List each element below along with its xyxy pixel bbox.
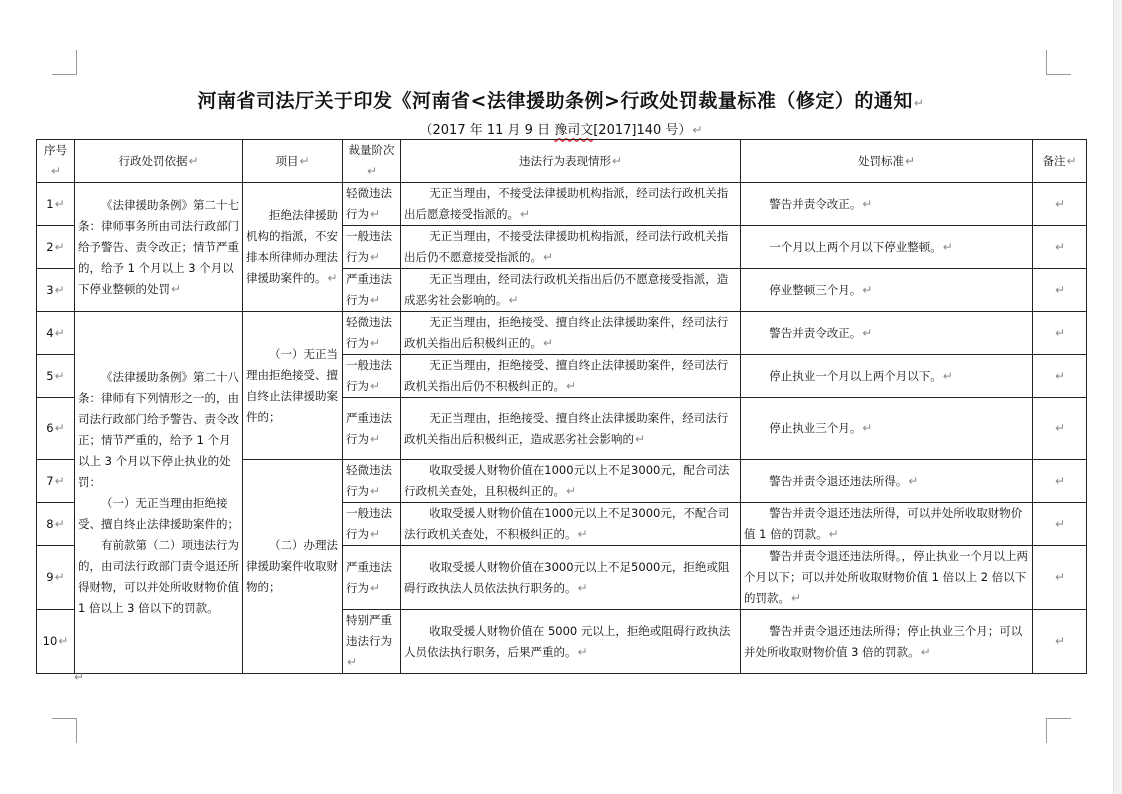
crop-mark-top-right <box>1046 50 1071 75</box>
std-cell: 停止执业一个月以上两个月以下。↵ <box>741 355 1033 398</box>
header-std: 处罚标准↵ <box>741 140 1033 183</box>
crop-mark-bottom-right <box>1046 718 1071 743</box>
note-cell: ↵ <box>1033 183 1087 226</box>
note-cell: ↵ <box>1033 460 1087 503</box>
header-item: 项目↵ <box>243 140 343 183</box>
std-cell: 警告并责令退还违法所得。↵ <box>741 460 1033 503</box>
desc-cell: 无正当理由，不接受法律援助机构指派，经司法行政机关指出后仍不愿意接受指派的。↵ <box>401 226 741 269</box>
desc-cell: 收取受援人财物价值在1000元以上不足3000元，配合司法行政机关查处，且积极纠正的。↵ <box>401 460 741 503</box>
header-basis: 行政处罚依据↵ <box>75 140 243 183</box>
row-index: 7↵ <box>37 460 75 503</box>
desc-cell: 无正当理由，拒绝接受、擅自终止法律援助案件，经司法行政机关指出后仍不积极纠正的。↵ <box>401 355 741 398</box>
level-cell: 轻微违法行为↵ <box>343 312 401 355</box>
subtitle-doc-suffix: [2017]140 号） <box>593 123 692 138</box>
desc-cell: 收取受援人财物价值在1000元以上不足3000元，不配合司法行政机关查处，不积极纠正的。↵ <box>401 503 741 546</box>
row-index: 9↵ <box>37 546 75 610</box>
row-index: 3↵ <box>37 269 75 312</box>
level-cell: 严重违法行为↵ <box>343 546 401 610</box>
level-cell: 一般违法行为↵ <box>343 226 401 269</box>
row-index: 2↵ <box>37 226 75 269</box>
level-cell: 一般违法行为↵ <box>343 355 401 398</box>
header-index: 序号↵ <box>37 140 75 183</box>
std-cell: 一个月以上两个月以下停业整顿。↵ <box>741 226 1033 269</box>
level-cell: 轻微违法行为↵ <box>343 460 401 503</box>
item-cell: 拒绝法律援助机构的指派，不安排本所律师办理法律援助案件的。↵ <box>243 183 343 312</box>
std-cell: 警告并责令退还违法所得。，停止执业一个月以上两个月以下；可以并处所收取财物价值 1 倍以上 2 倍以下的罚款。↵ <box>741 546 1033 610</box>
note-cell: ↵ <box>1033 503 1087 546</box>
paragraph-mark: ↵ <box>692 123 703 137</box>
item-cell: （一）无正当理由拒绝接受、擅自终止法律援助案件的； <box>243 312 343 460</box>
basis-paragraph: （一）无正当理由拒绝接受、擅自终止法律援助案件的； <box>78 495 239 531</box>
level-cell: 严重违法行为↵ <box>343 269 401 312</box>
crop-mark-top-left <box>52 50 77 75</box>
header-desc: 违法行为表现情形↵ <box>401 140 741 183</box>
header-note: 备注↵ <box>1033 140 1087 183</box>
note-cell: ↵ <box>1033 610 1087 674</box>
note-cell: ↵ <box>1033 355 1087 398</box>
note-cell: ↵ <box>1033 546 1087 610</box>
note-cell: ↵ <box>1033 312 1087 355</box>
desc-cell: 收取受援人财物价值在 5000 元以上，拒绝或阻碍行政执法人员依法执行职务，后果严重的。↵ <box>401 610 741 674</box>
std-cell: 警告并责令退还违法所得；停止执业三个月；可以并处所收取财物价值 3 倍的罚款。↵ <box>741 610 1033 674</box>
table-row <box>37 312 1087 355</box>
note-cell: ↵ <box>1033 398 1087 460</box>
level-cell: 轻微违法行为↵ <box>343 183 401 226</box>
row-index: 1↵ <box>37 183 75 226</box>
subtitle-date: （2017 年 11 月 9 日 <box>419 123 555 138</box>
table-header-row <box>37 140 1087 183</box>
std-cell: 警告并责令退还违法所得，可以并处所收取财物价值 1 倍的罚款。↵ <box>741 503 1033 546</box>
header-level: 裁量阶次↵ <box>343 140 401 183</box>
note-cell: ↵ <box>1033 269 1087 312</box>
row-index: 8↵ <box>37 503 75 546</box>
item-cell: （二）办理法律援助案件收取财物的； <box>243 460 343 674</box>
basis-cell <box>75 312 243 674</box>
end-paragraph-mark: ↵ <box>74 670 85 684</box>
table-row <box>37 183 1087 226</box>
level-cell: 严重违法行为↵ <box>343 398 401 460</box>
level-cell: 特别严重违法行为↵ <box>343 610 401 674</box>
desc-cell: 无正当理由，经司法行政机关指出后仍不愿意接受指派，造成恶劣社会影响的。↵ <box>401 269 741 312</box>
desc-cell: 无正当理由，拒绝接受、擅自终止法律援助案件，经司法行政机关指出后积极纠正的。↵ <box>401 312 741 355</box>
document-title: 河南省司法厅关于印发《河南省<法律援助条例>行政处罚裁量标准（修定）的通知↵ <box>197 90 925 112</box>
std-cell: 停止执业三个月。↵ <box>741 398 1033 460</box>
basis-paragraph: 有前款第（二）项违法行为的，由司法行政部门责令退还所得财物，可以并处所收财物价值 1 倍以上 3 倍以下的罚款。 <box>78 537 239 615</box>
basis-paragraph: 《法律援助条例》第二十八条：律师有下列情形之一的，由司法行政部门给予警告、责令改正；情节严重的，给予 1 个月以上 3 个月以下停止执业的处罚： <box>78 369 239 489</box>
std-cell: 警告并责令改正。↵ <box>741 312 1033 355</box>
paragraph-mark: ↵ <box>913 96 925 110</box>
row-index: 4↵ <box>37 312 75 355</box>
subtitle-doc-prefix: 豫司文 <box>554 123 594 138</box>
note-cell: ↵ <box>1033 226 1087 269</box>
row-index: 6↵ <box>37 398 75 460</box>
crop-mark-bottom-left <box>52 718 77 743</box>
desc-cell: 无正当理由，拒绝接受、擅自终止法律援助案件，经司法行政机关指出后积极纠正，造成恶劣社会影响的↵ <box>401 398 741 460</box>
penalty-table <box>36 139 1087 674</box>
desc-cell: 收取受援人财物价值在3000元以上不足5000元，拒绝或阻碍行政执法人员依法执行职务的。↵ <box>401 546 741 610</box>
std-cell: 停业整顿三个月。↵ <box>741 269 1033 312</box>
std-cell: 警告并责令改正。↵ <box>741 183 1033 226</box>
level-cell: 一般违法行为↵ <box>343 503 401 546</box>
row-index: 5↵ <box>37 355 75 398</box>
document-subtitle <box>0 119 1122 138</box>
desc-cell: 无正当理由，不接受法律援助机构指派，经司法行政机关指出后愿意接受指派的。↵ <box>401 183 741 226</box>
row-index: 10↵ <box>37 610 75 674</box>
basis-cell: 《法律援助条例》第二十七条：律师事务所由司法行政部门给予警告、责令改正；情节严重的，给予 1 个月以上 3 个月以下停业整顿的处罚↵ <box>75 183 243 312</box>
